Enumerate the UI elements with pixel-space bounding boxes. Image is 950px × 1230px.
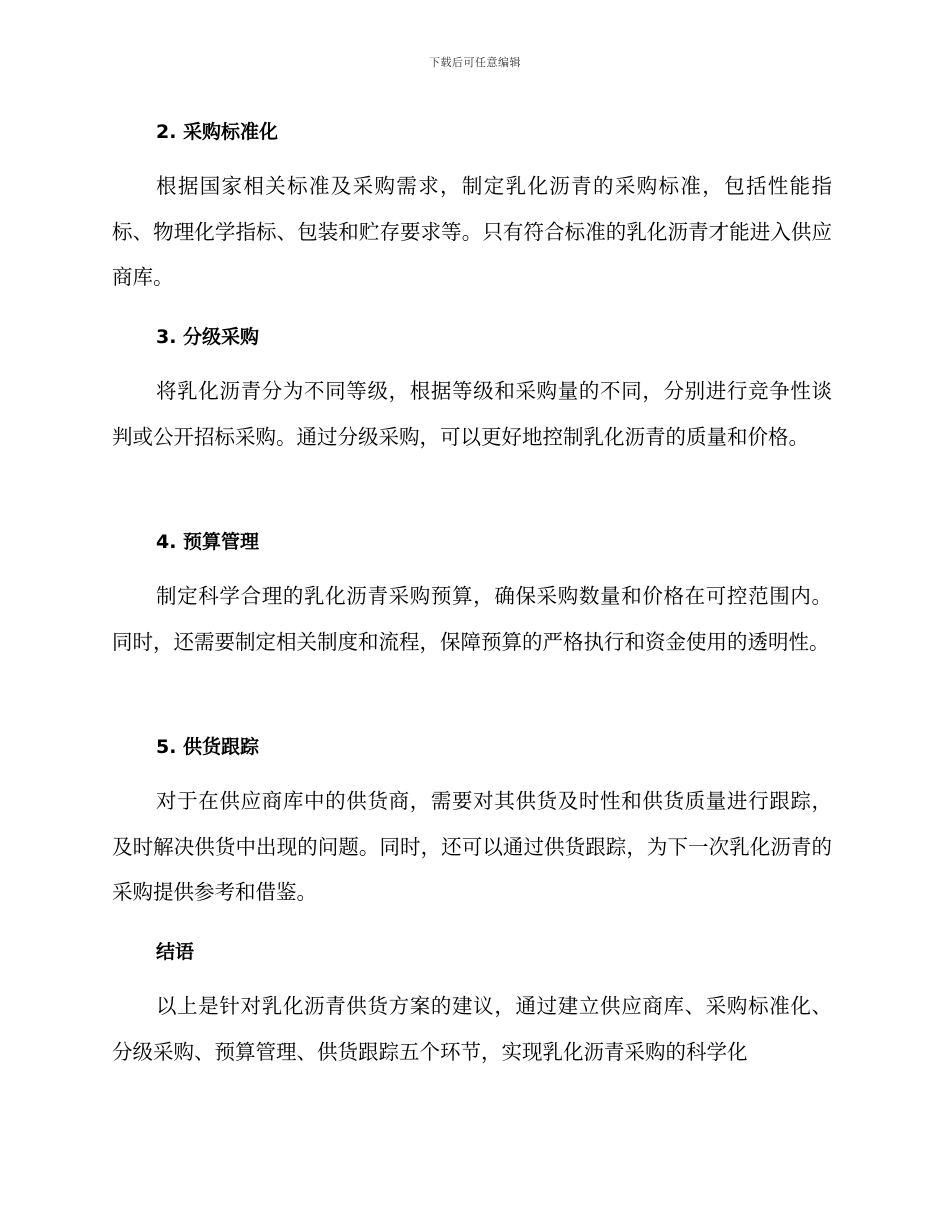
header-note: 下载后可任意编辑 [429, 56, 521, 69]
paragraph-procurement-standardization: 根据国家相关标准及采购需求，制定乳化沥青的采购标准，包括性能指标、物理化学指标、包装和贮存要求等。只有符合标准的乳化沥青才能进入供应商库。 [112, 174, 832, 289]
paragraph-supply-tracking: 对于在供应商库中的供货商，需要对其供货及时性和供货质量进行跟踪，及时解决供货中出现的问题。同时，还可以通过供货跟踪，为下一次乳化沥青的采购提供参考和借鉴。 [112, 789, 832, 904]
section-heading-supply-tracking: 5. 供货跟踪 [156, 736, 260, 758]
section-heading-conclusion: 结语 [156, 941, 195, 963]
paragraph-budget-management: 制定科学合理的乳化沥青采购预算，确保采购数量和价格在可控范围内。同时，还需要制定相关制度和流程，保障预算的严格执行和资金使用的透明性。 [112, 584, 832, 654]
section-heading-budget-management: 4. 预算管理 [156, 531, 260, 553]
paragraph-tiered-procurement: 将乳化沥青分为不同等级，根据等级和采购量的不同，分别进行竞争性谈判或公开招标采购。通过分级采购，可以更好地控制乳化沥青的质量和价格。 [112, 379, 832, 449]
section-heading-tiered-procurement: 3. 分级采购 [156, 326, 260, 348]
paragraph-conclusion: 以上是针对乳化沥青供货方案的建议，通过建立供应商库、采购标准化、分级采购、预算管理、供货跟踪五个环节，实现乳化沥青采购的科学化 [112, 994, 832, 1064]
section-heading-procurement-standardization: 2. 采购标准化 [156, 121, 279, 143]
